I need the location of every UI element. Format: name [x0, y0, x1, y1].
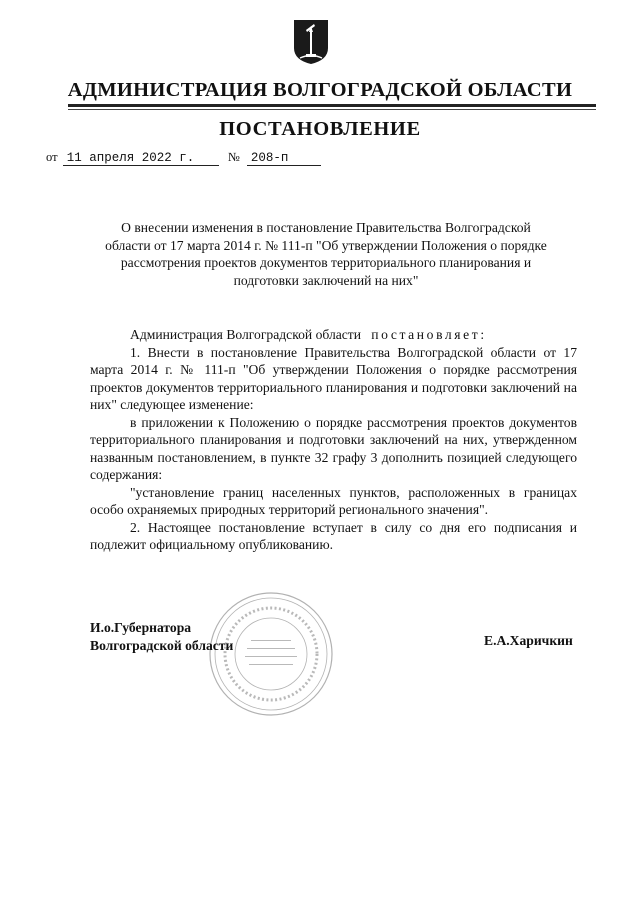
- signatory-title: [90, 619, 233, 654]
- signatory-title-line2: Волгоградской области: [90, 637, 234, 653]
- document-date: 11 апреля 2022 г.: [63, 151, 219, 166]
- paragraph-1: 1. Внести в постановление Правительства Волгоградской области от 17 марта 2014 г. № 111-п "Об утверждении Положения о порядке рассмотрения проектов документов территориального планирования и подготовки заключений на них" следующее изменение:: [90, 344, 577, 412]
- signatory-name: Е.А.Харичкин: [484, 633, 573, 648]
- number-label: №: [227, 150, 240, 164]
- document-number: 208-п: [247, 151, 321, 166]
- paragraph-3: "установление границ населенных пунктов, расположенных в границах особо охраняемых природных территорий регионального значения".: [90, 484, 577, 517]
- date-from-label: от: [46, 150, 58, 164]
- header-rule-thick: [68, 104, 596, 107]
- organization-title: АДМИНИСТРАЦИЯ ВОЛГОГРАДСКОЙ ОБЛАСТИ: [67, 79, 573, 101]
- paragraph-4: 2. Настоящее постановление вступает в силу со дня его подписания и подлежит официальному опубликованию.: [90, 519, 577, 552]
- intro-verb: постановляет:: [371, 327, 487, 342]
- document-subject: О внесении изменения в постановление Правительства Волгоградской области от 17 марта 2014 г. № 111-п "Об утверждении Положения о порядке рассмотрения проектов документов территориального планирования и подготовки заключений на них": [105, 220, 547, 288]
- signatory-title-line1: И.о.Губернатора: [90, 620, 192, 635]
- volgograd-emblem-icon: [292, 18, 330, 66]
- intro-text: Администрация Волгоградской области: [130, 327, 362, 342]
- document-body: [90, 326, 577, 554]
- official-seal-icon: [207, 590, 335, 718]
- dateline: [46, 150, 321, 166]
- paragraph-2: в приложении к Положению о порядке рассмотрения проектов документов территориального планирования и подготовки заключений на них, утвержденном названным постановлением, в пункте 32 графу 3 дополнить позицией следующего содержания:: [90, 414, 577, 482]
- intro-paragraph: [90, 326, 577, 344]
- document-type-title: ПОСТАНОВЛЕНИЕ: [219, 118, 421, 140]
- header-rule-thin: [68, 109, 596, 110]
